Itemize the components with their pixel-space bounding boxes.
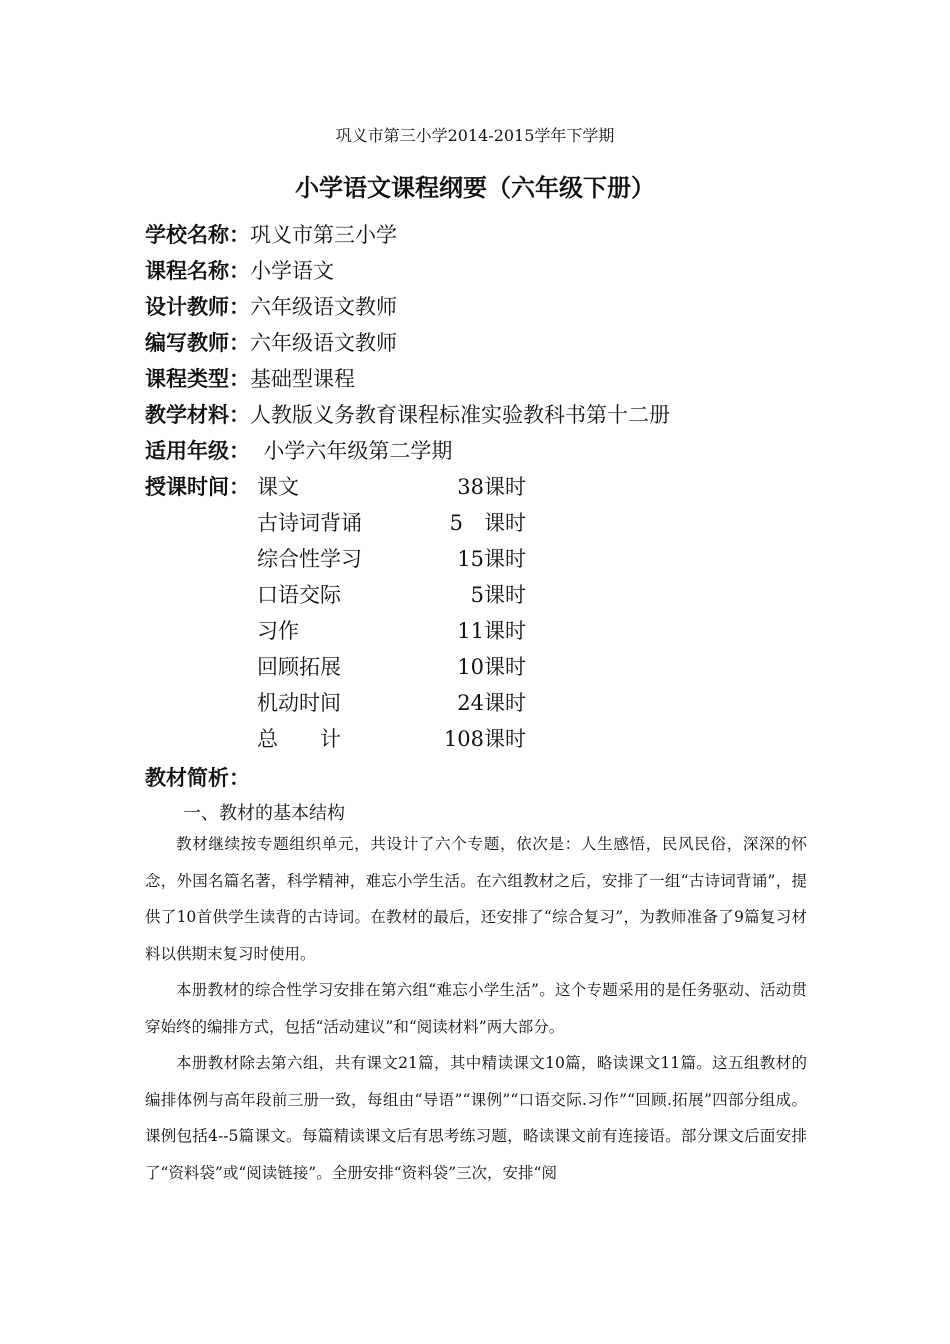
field-label: 课程类型： [145, 367, 250, 391]
hours-row-value: 5 课时 [449, 511, 526, 535]
hours-row-value: 15课时 [457, 547, 526, 571]
field-value: 小学语文 [250, 259, 334, 283]
hours-row-name: 课文 [257, 475, 299, 499]
hours-row-name: 总 计 [257, 727, 341, 751]
hours-row-value: 38课时 [457, 475, 526, 499]
field-label: 设计教师： [145, 295, 250, 319]
field-teaching-time [145, 471, 250, 501]
hours-row-value: 108课时 [443, 727, 526, 751]
hours-row-name: 口语交际 [257, 583, 341, 607]
field-label: 适用年级： [145, 439, 250, 463]
field-designer [145, 291, 397, 321]
field-value: 六年级语文教师 [250, 295, 397, 319]
field-materials [145, 399, 670, 429]
field-label: 学校名称： [145, 223, 250, 247]
section-subheading: 一、教材的基本结构 [183, 803, 345, 824]
field-label: 授课时间： [145, 475, 250, 499]
hours-row-value: 10课时 [457, 655, 526, 679]
hours-row-name: 古诗词背诵 [257, 511, 362, 535]
hours-row-name: 回顾拓展 [257, 655, 341, 679]
hours-row-name: 习作 [257, 619, 299, 643]
field-label: 编写教师： [145, 331, 250, 355]
section-heading: 教材简析： [145, 766, 250, 790]
field-value: 六年级语文教师 [250, 331, 397, 355]
field-grade [145, 435, 452, 465]
paragraph: 教材继续按专题组织单元，共设计了六个专题，依次是：人生感悟，民风民俗，深深的怀念，外国名篇名著，科学精神，难忘小学生活。在六组教材之后，安排了一组“古诗词背诵”，提供了10首供学生读背的古诗词。在教材的最后，还安排了“综合复习”，为教师准备了9篇复习材料以供期末复习时使用。 [145, 835, 807, 963]
field-value: 巩义市第三小学 [250, 223, 397, 247]
field-writer [145, 327, 397, 357]
paragraph: 本册教材的综合性学习安排在第六组“难忘小学生活”。这个专题采用的是任务驱动、活动贯穿始终的编排方式，包括“活动建议”和“阅读材料”两大部分。 [145, 981, 807, 1036]
hours-row-value: 5课时 [470, 583, 526, 607]
hours-row-value: 24课时 [457, 691, 526, 715]
field-value: 人教版义务教育课程标准实验教科书第十二册 [250, 403, 670, 427]
field-school-name [145, 219, 397, 249]
field-label: 教学材料： [145, 403, 250, 427]
hours-row-name: 综合性学习 [257, 547, 362, 571]
hours-row-name: 机动时间 [257, 691, 341, 715]
document-subtitle: 巩义市第三小学2014-2015学年下学期 [335, 126, 615, 145]
field-value: 小学六年级第二学期 [250, 439, 453, 463]
field-label: 课程名称： [145, 259, 250, 283]
hours-row-value: 11课时 [457, 619, 526, 643]
field-value: 基础型课程 [250, 367, 355, 391]
document-title: 小学语文课程纲要（六年级下册） [295, 174, 655, 202]
field-course-name [145, 255, 334, 285]
paragraph: 本册教材除去第六组，共有课文21篇，其中精读课文10篇，略读课文11篇。这五组教材的编排体例与高年段前三册一致，每组由“导语”“课例”“口语交际.习作”“回顾.拓展”四部分组成。课例包括4--5篇课文。每篇精读课文后有思考练习题，略读课文前有连接语。部分课文后面安排了“资料袋”或“阅读链接”。全册安排“资料袋”三次，安排“阅 [145, 1054, 807, 1182]
field-course-type [145, 363, 355, 393]
